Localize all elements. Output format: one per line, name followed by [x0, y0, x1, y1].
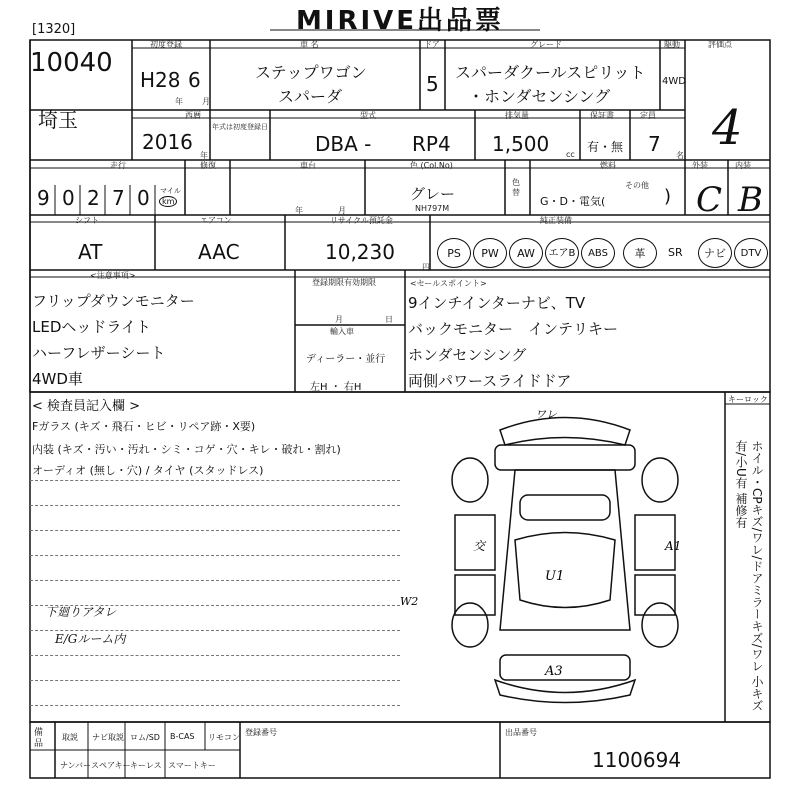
aircon-value: AAC — [198, 240, 240, 264]
equip-leather: 革 — [623, 238, 657, 268]
era-value: H28 — [140, 68, 181, 92]
fuel-other: その他 — [625, 181, 649, 190]
sales-3: ホンダセンシング — [408, 346, 527, 364]
damage-mark-left-top: 交 — [473, 539, 486, 553]
car-damage-diagram — [400, 400, 700, 710]
equip-airbag: エアB — [545, 238, 579, 268]
inspection-line-3: オーディオ (無し・穴) / タイヤ (スタッドレス) — [32, 464, 264, 477]
label-doors: ドア — [424, 40, 440, 49]
lot-number: 10040 — [30, 48, 113, 78]
note-line — [30, 680, 400, 681]
color-value: グレー — [410, 185, 456, 203]
grade-line2: ・ホンダセンシング — [468, 87, 611, 106]
document-title: MIRIVE出品票 — [295, 6, 505, 36]
mile-unit: マイル — [160, 187, 181, 195]
label-auction-no: 出品番号 — [505, 728, 537, 737]
label-grade: グレード — [530, 40, 562, 49]
chassis-month-unit: 月 — [338, 206, 346, 215]
label-drive: 駆動 — [664, 40, 680, 49]
equip-abs: ABS — [581, 238, 615, 268]
damage-mark-center: U1 — [545, 569, 565, 584]
model-prefix: DBA - — [315, 132, 372, 156]
caution-4: 4WD車 — [32, 370, 83, 388]
label-shift: シフト — [75, 216, 99, 225]
label-reg-deadline: 登録期限有効期限 — [312, 278, 376, 287]
label-recycle: リサイクル預託金 — [330, 216, 393, 225]
footer-item-bcas: B-CAS — [170, 732, 195, 741]
car-name-line1: ステップワゴン — [255, 63, 367, 82]
interior-grade: B — [738, 180, 763, 220]
note-line — [30, 705, 400, 706]
caution-3: ハーフレザーシート — [32, 344, 166, 362]
note-line — [30, 530, 400, 531]
car-name-line2: スパーダ — [278, 87, 343, 106]
label-fuel: 燃料 — [600, 161, 616, 170]
note-line — [30, 655, 400, 656]
label-score: 評価点 — [708, 40, 732, 49]
label-sales-points: <セールスポイント> — [410, 279, 487, 288]
label-aircon: エアコン — [200, 216, 232, 225]
label-color: 色 (Col.No) — [410, 161, 453, 170]
label-first-reg: 初度登録 — [150, 40, 182, 49]
label-car-name: 車 名 — [300, 40, 319, 49]
label-model: 型式 — [360, 111, 376, 120]
fuel-options: G・D・電気( — [540, 195, 606, 208]
yen-unit: 円 — [422, 263, 430, 272]
dealer-options: ディーラー・並行 — [306, 354, 386, 365]
year-unit: 年 — [175, 97, 183, 106]
label-year: 西暦 — [185, 111, 201, 120]
footer-item-keyless: キーレス — [130, 761, 162, 770]
label-inspection: < 検査員記入欄 > — [32, 399, 141, 414]
footer-item-spare-key: スペアキー — [91, 761, 131, 770]
footer-item-rom: ロム/SD — [130, 733, 160, 742]
sales-4: 両側パワースライドドア — [408, 372, 572, 390]
auction-number: 1100694 — [592, 748, 682, 772]
equip-pw: PW — [473, 238, 507, 268]
region: 埼玉 — [38, 108, 78, 132]
grade-line1: スパーダクールスピリット — [455, 63, 646, 82]
fuel-close: ) — [664, 186, 672, 207]
label-reg-note: 年式は初度登録日 — [212, 123, 268, 131]
handle-options: 左H ・ 右H — [310, 382, 362, 393]
label-exterior: 外装 — [692, 161, 708, 170]
damage-mark-bottom: A3 — [545, 664, 563, 679]
label-reg-no: 登録番号 — [245, 728, 277, 737]
lot-code: [1320] — [32, 22, 76, 37]
year-unit-2: 年 — [200, 151, 208, 160]
mileage-digit-1: 9 — [37, 186, 50, 210]
model-code: RP4 — [412, 132, 451, 156]
equip-dtv: DTV — [734, 238, 768, 268]
label-key-lock: キーロック — [728, 395, 768, 404]
sales-2: バックモニター インテリキー — [408, 320, 619, 338]
label-repair: 修復 — [200, 161, 216, 170]
mileage-digit-4: 7 — [112, 186, 125, 210]
label-import: 輸入車 — [330, 327, 354, 336]
doors-value: 5 — [426, 72, 439, 96]
footer-item-manual: 取説 — [62, 733, 78, 742]
month-value: 6 — [188, 68, 201, 92]
displacement-value: 1,500 — [492, 132, 550, 156]
sales-1: 9インチインターナビ、TV — [408, 294, 586, 312]
year-value: 2016 — [142, 130, 193, 154]
label-displacement: 排気量 — [505, 111, 529, 120]
label-deadline-day: 日 — [385, 315, 393, 324]
caution-1: フリップダウンモニター — [32, 292, 195, 310]
label-chassis: 車台 — [300, 161, 316, 170]
month-unit: 月 — [202, 97, 210, 106]
exterior-grade: C — [696, 180, 723, 220]
footer-item-number: ナンバー — [60, 761, 92, 770]
color-no: NH797M — [415, 204, 450, 213]
label-color-change: 色替 — [512, 178, 520, 197]
chassis-year-unit: 年 — [295, 206, 303, 215]
damage-mark-right: A1 — [665, 539, 682, 553]
mileage-digit-5: 0 — [137, 186, 150, 210]
label-deadline-month: 月 — [335, 315, 343, 324]
cc-unit: cc — [566, 150, 575, 159]
note-line — [30, 505, 400, 506]
side-damage-notes: ホイル・CPキズ/ワレ/ドアミラーキズ/ワレ 小キズ有/小U有 補修有 — [734, 440, 764, 712]
handwritten-note-1: 下廻りアタレ — [45, 605, 117, 619]
equip-navi: ナビ — [698, 238, 732, 268]
footer-side-label: 備品 — [34, 728, 44, 749]
caution-2: LEDヘッドライト — [32, 318, 151, 336]
equip-sr: SR — [668, 246, 683, 259]
label-mileage: 走行 — [110, 161, 126, 170]
footer-item-navi-manual: ナビ取説 — [92, 733, 124, 742]
note-line — [30, 555, 400, 556]
shift-value: AT — [78, 240, 103, 264]
label-equipment: 純正装備 — [540, 216, 572, 225]
score-value: 4 — [712, 100, 743, 156]
persons-unit: 名 — [676, 151, 684, 160]
inspection-line-2: 内装 (キズ・汚い・汚れ・シミ・コゲ・穴・キレ・破れ・割れ) — [32, 443, 341, 456]
handwritten-note-2: E/Gルーム内 — [55, 632, 126, 646]
label-caution: <注意事項> — [90, 271, 136, 280]
label-interior: 内装 — [735, 161, 751, 170]
label-capacity: 定員 — [640, 111, 656, 120]
equip-ps: PS — [437, 238, 471, 268]
inspection-line-1: Fガラス (キズ・飛石・ヒビ・リペア跡・X要) — [32, 420, 256, 433]
equip-aw: AW — [509, 238, 543, 268]
label-warranty: 保証書 — [590, 111, 614, 120]
mileage-digit-3: 2 — [87, 186, 100, 210]
note-line — [30, 480, 400, 481]
drive-value: 4WD — [662, 76, 686, 87]
mileage-digit-2: 0 — [62, 186, 75, 210]
damage-mark-top: ワレ — [535, 408, 557, 421]
capacity-value: 7 — [648, 132, 661, 156]
warranty-options: 有・無 — [587, 140, 624, 154]
recycle-value: 10,230 — [325, 240, 395, 264]
damage-mark-left: W2 — [400, 595, 419, 608]
note-line — [30, 580, 400, 581]
footer-item-remote: リモコン — [208, 733, 240, 742]
footer-item-smart-key: スマートキー — [168, 761, 216, 770]
km-unit: km — [159, 196, 177, 207]
